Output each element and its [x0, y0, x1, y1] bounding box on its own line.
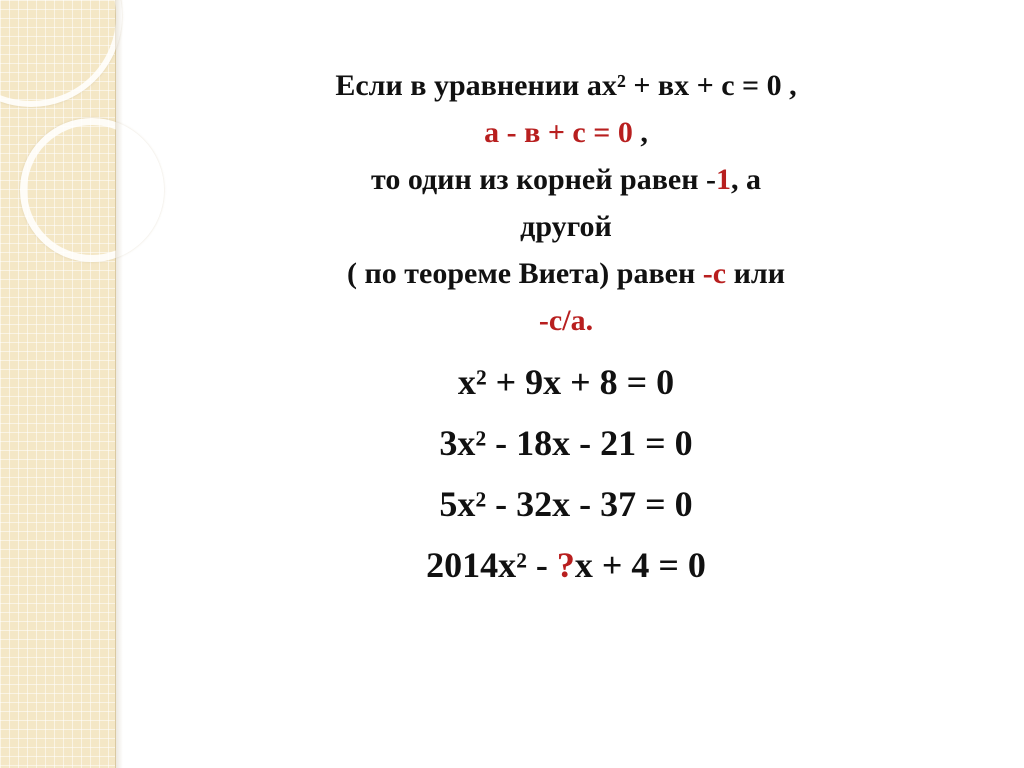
rule-line-5-prefix: ( по теореме Виета) равен	[347, 257, 703, 290]
rule-line-5	[123, 250, 1009, 297]
rule-line-3-prefix: то один из корней равен -	[371, 163, 716, 196]
strip-shadow	[115, 0, 123, 768]
decorative-side-strip	[0, 0, 116, 768]
rule-text-block	[123, 62, 1009, 344]
equation-4-suffix: x + 4 = 0	[574, 545, 706, 585]
root-value-minus-c: -c	[702, 257, 727, 290]
root-value-minus-one: 1	[716, 163, 731, 196]
rule-condition: a - в + c = 0	[484, 116, 633, 149]
equation-2: 3x² - 18x - 21 = 0	[439, 423, 693, 463]
rule-line-2	[123, 109, 1009, 156]
equation-4	[123, 535, 1009, 596]
rule-line-5-suffix: или	[726, 257, 785, 290]
equation-3: 5x² - 32x - 37 = 0	[439, 484, 693, 524]
root-value-minus-c-over-a: -c/a.	[538, 304, 594, 337]
rule-line-4: другой	[520, 210, 612, 243]
rule-line-3-suffix: , а	[731, 163, 761, 196]
equation-4-prefix: 2014x² -	[426, 545, 557, 585]
equation-1: x² + 9x + 8 = 0	[457, 362, 675, 402]
slide-content	[123, 62, 1009, 596]
rule-line-3	[123, 156, 1009, 203]
rule-line-1: Если в уравнении ax² + вx + c = 0 ,	[335, 69, 797, 102]
unknown-coefficient: ?	[556, 545, 575, 585]
decorative-ring-top	[0, 0, 122, 107]
rule-line-2-suffix: ,	[632, 116, 648, 149]
equation-list	[123, 352, 1009, 596]
